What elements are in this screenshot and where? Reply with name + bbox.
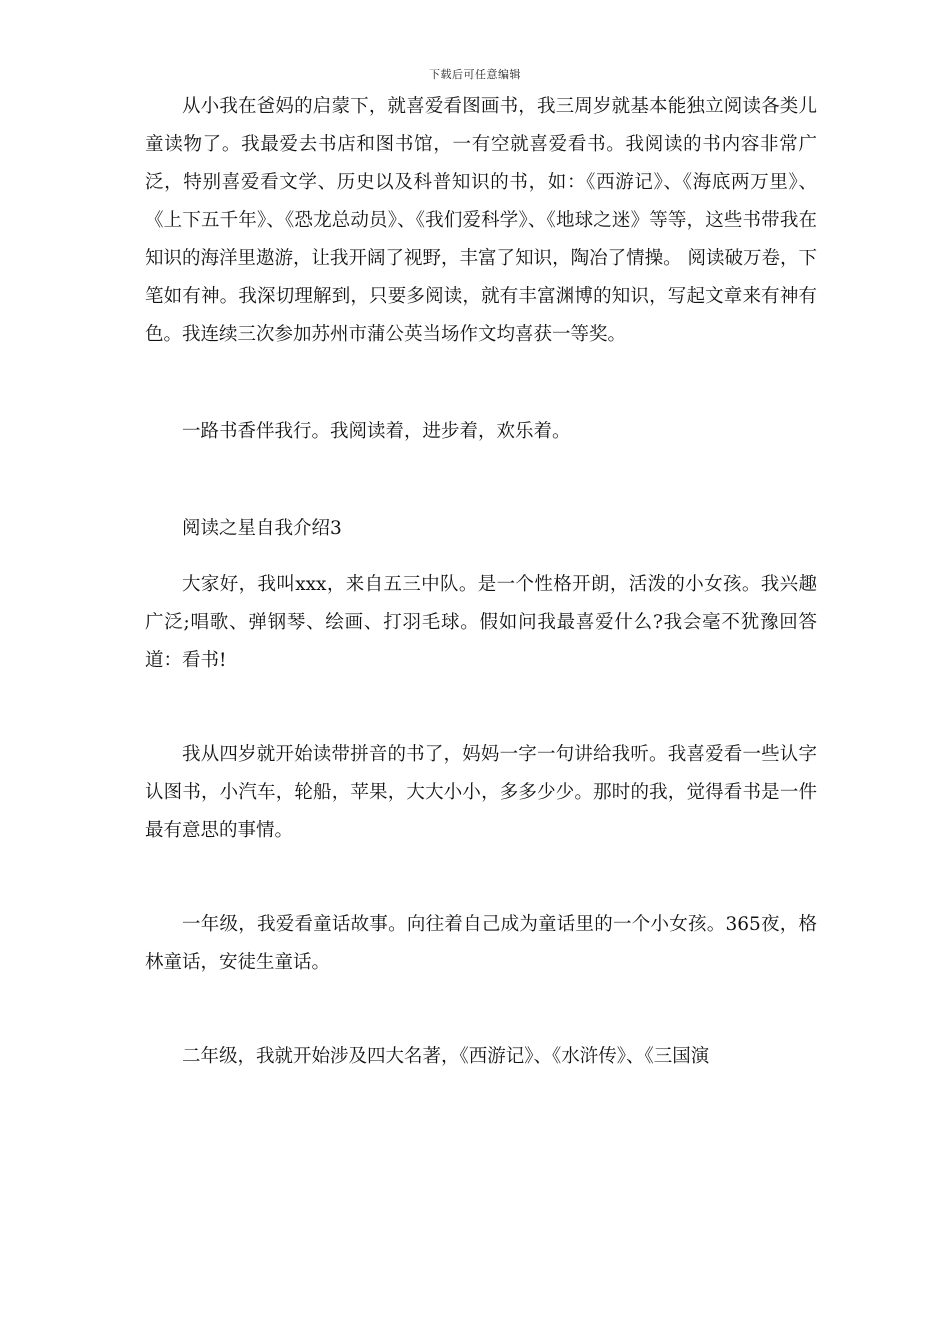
- paragraph-spacer: [145, 451, 817, 510]
- paragraph-age-four: 我从四岁就开始读带拼音的书了，妈妈一字一句讲给我听。我喜爱看一些认字认图书，小汽车，轮船，苹果，大大小小，多多少少。那时的我，觉得看书是一件最有意思的事情。: [145, 744, 817, 841]
- paragraph-spacer: [145, 850, 817, 906]
- paragraph-reading-experience: 从小我在爸妈的启蒙下，就喜爱看图画书，我三周岁就基本能独立阅读各类儿童读物了。我最爱去书店和图书馆，一有空就喜爱看书。我阅读的书内容非常广泛，特别喜爱看文学、历史以及科普知识的书，如：《西游记》、《海底两万里》、《上下五千年》、《恐龙总动员》、《我们爱科学》、《地球之迷》等等，这些书带我在知识的海洋里遨游，让我开阔了视野，丰富了知识，陶冶了情操。 阅读破万卷，下笔如有神。我深切理解到，只要多阅读，就有丰富渊博的知识，写起文章来有神有色。我连续三次参加苏州市蒲公英当场作文均喜获一等奖。: [145, 96, 817, 345]
- paragraph-spacer: [145, 354, 817, 413]
- paragraph-spacer: [145, 548, 817, 566]
- document-body: [145, 88, 817, 1076]
- paragraph-self-introduction: 大家好，我叫xxx，来自五三中队。是一个性格开朗，活泼的小女孩。我兴趣广泛;唱歌、弹钢琴、绘画、打羽毛球。假如问我最喜爱什么?我会毫不犹豫回答道：看书!: [145, 574, 817, 671]
- paragraph-spacer: [145, 982, 817, 1038]
- paragraph-book-fragrance: 一路书香伴我行。我阅读着，进步着，欢乐着。: [182, 421, 571, 442]
- page-header: 下载后可任意编辑: [429, 68, 521, 81]
- section-heading: 阅读之星自我介绍3: [182, 518, 342, 539]
- paragraph-grade-one: 一年级，我爱看童话故事。向往着自己成为童话里的一个小女孩。365夜，格林童话，安徒生童话。: [145, 914, 817, 973]
- paragraph-grade-two: 二年级，我就开始涉及四大名著，《西游记》、《水浒传》、《三国演: [182, 1046, 710, 1067]
- paragraph-spacer: [145, 680, 817, 736]
